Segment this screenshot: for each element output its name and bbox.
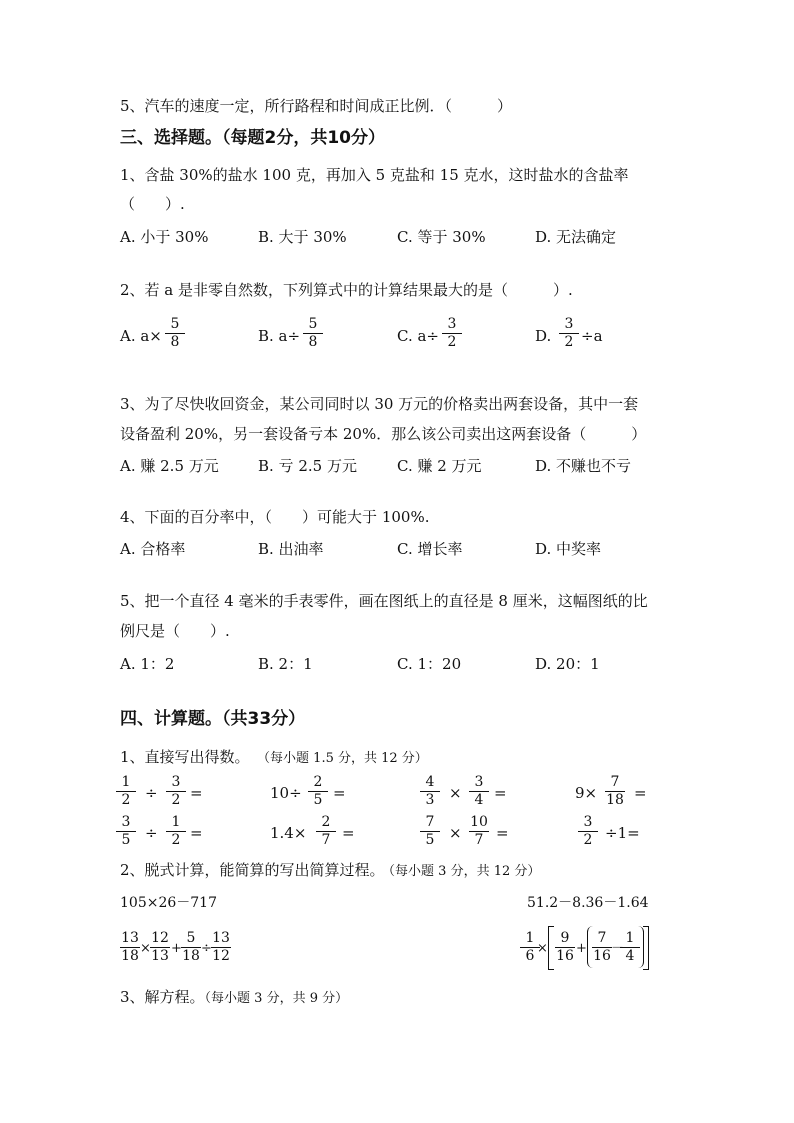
equals-sign: = (190, 784, 203, 802)
numerator: 5 (181, 930, 201, 948)
calc-3-title (120, 987, 348, 1009)
numerator: 1 (116, 774, 136, 792)
q1-option-a: A. 小于 30% (120, 228, 209, 246)
fraction (469, 814, 489, 849)
calc-1-title-text: 1、直接写出得数。 (120, 748, 250, 766)
numerator: 3 (469, 774, 489, 792)
numerator: 7 (605, 774, 625, 792)
q2-option-d-prefix: D. (535, 327, 552, 345)
fraction (469, 774, 489, 809)
expression-prefix: 9× (575, 784, 598, 802)
numerator: 2 (316, 814, 336, 832)
denominator: 5 (121, 832, 131, 848)
q3-option-b: B. 亏 2.5 万元 (258, 457, 357, 475)
left-bracket (548, 926, 554, 970)
q5-option-c: C. 1：20 (397, 655, 462, 673)
denominator: 6 (525, 948, 535, 964)
denominator: 2 (171, 832, 181, 848)
divide-sign: ÷ (145, 824, 158, 842)
section-4-title: 四、计算题。（共33分） (120, 709, 306, 729)
multiply-sign: × (449, 784, 462, 802)
denominator: 12 (212, 948, 230, 964)
numerator: 1 (166, 814, 186, 832)
fraction (420, 814, 440, 849)
choice-question-5-line-2: 例尺是（ ）. (120, 622, 230, 640)
true-false-question-5: 5、汽车的速度一定，所行路程和时间成正比例．（ ） (120, 97, 513, 115)
denominator: 8 (308, 334, 318, 350)
numerator: 3 (578, 814, 598, 832)
q2-option-d-suffix: ÷a (581, 327, 603, 345)
denominator: 7 (474, 832, 484, 848)
numerator: 12 (151, 930, 169, 946)
fraction (120, 930, 140, 965)
choice-question-3-line-1: 3、为了尽快收回资金，某公司同时以 30 万元的价格卖出两套设备，其中一套 (120, 395, 639, 413)
fraction (165, 316, 185, 351)
denominator: 5 (313, 792, 323, 808)
q4-option-c: C. 增长率 (397, 540, 463, 558)
choice-question-5-line-1: 5、把一个直径 4 毫米的手表零件，画在图纸上的直径是 8 厘米，这幅图纸的比 (120, 592, 648, 610)
equals-sign: = (342, 824, 355, 842)
fraction (150, 930, 170, 965)
expression-prefix: 1.4× (270, 824, 307, 842)
choice-question-2: 2、若 a 是非零自然数，下列算式中的计算结果最大的是（ ）. (120, 281, 573, 299)
calc-1-score-note: （每小题 1.5 分，共 12 分） (263, 751, 428, 766)
numerator: 1 (620, 930, 640, 948)
numerator: 7 (592, 930, 612, 948)
denominator: 16 (593, 948, 611, 964)
expression-prefix: 10÷ (270, 784, 302, 802)
calc-1-title (120, 747, 428, 769)
equals-sign: = (496, 824, 509, 842)
numerator: 13 (212, 930, 230, 946)
denominator: 3 (425, 792, 435, 808)
expression-1: 105×26－717 (120, 895, 217, 911)
fraction (211, 930, 231, 965)
right-bracket (643, 926, 649, 970)
q1-option-d: D. 无法确定 (535, 228, 617, 246)
numerator: 3 (166, 774, 186, 792)
q4-option-d: D. 中奖率 (535, 540, 602, 558)
fraction (316, 814, 336, 849)
calc-3-title-text: 3、解方程。 (120, 988, 205, 1006)
q5-option-a: A. 1：2 (120, 655, 175, 673)
q1-option-c: C. 等于 30% (397, 228, 486, 246)
numerator: 5 (165, 316, 185, 334)
fraction (116, 814, 136, 849)
choice-question-4: 4、下面的百分率中，（ ）可能大于 100%. (120, 508, 430, 526)
multiply-sign: × (449, 824, 462, 842)
calc-2-score-note: （每小题 3 分，共 12 分） (388, 864, 541, 879)
numerator: 3 (116, 814, 136, 832)
q1-option-b: B. 大于 30% (258, 228, 347, 246)
denominator: 16 (556, 948, 574, 964)
numerator: 9 (555, 930, 575, 948)
denominator: 5 (425, 832, 435, 848)
denominator: 18 (182, 948, 200, 964)
q4-option-a: A. 合格率 (120, 540, 186, 558)
calc-2-title-text: 2、脱式计算，能简算的写出简算过程。 (120, 861, 385, 879)
q4-option-b: B. 出油率 (258, 540, 324, 558)
denominator: 8 (170, 334, 180, 350)
numerator: 3 (559, 316, 579, 334)
choice-question-1-line-2: （ ）. (120, 195, 185, 213)
choice-question-3-line-2: 设备盈利 20%，另一套设备亏本 20%．那么该公司卖出这两套设备（ ） (120, 425, 647, 443)
denominator: 2 (564, 334, 574, 350)
section-3-title: 三、选择题。（每题2分，共10分） (120, 128, 385, 148)
expression-2: 51.2－8.36－1.64 (527, 895, 649, 911)
fraction (578, 814, 598, 849)
fraction (592, 930, 612, 965)
divide-sign: ÷ (145, 784, 158, 802)
divide-sign: ÷ (201, 941, 212, 956)
denominator: 4 (474, 792, 484, 808)
denominator: 13 (151, 948, 169, 964)
denominator: 2 (171, 792, 181, 808)
q2-option-a-prefix: A. a× (120, 327, 162, 345)
fraction (555, 930, 575, 965)
denominator: 7 (321, 832, 331, 848)
q5-option-d: D. 20：1 (535, 655, 600, 673)
numerator: 3 (442, 316, 462, 334)
denominator: 18 (606, 792, 624, 808)
denominator: 18 (121, 948, 139, 964)
equals-sign: = (634, 784, 647, 802)
choice-question-1-line-1: 1、含盐 30%的盐水 100 克，再加入 5 克盐和 15 克水，这时盐水的含盐率 (120, 166, 629, 184)
numerator: 2 (308, 774, 328, 792)
fraction (166, 814, 186, 849)
fraction (181, 930, 201, 965)
fraction (166, 774, 186, 809)
fraction (442, 316, 462, 351)
calc-2-title (120, 860, 540, 882)
calc-3-score-note: （每小题 3 分，共 9 分） (204, 991, 349, 1006)
q3-option-a: A. 赚 2.5 万元 (120, 457, 219, 475)
plus-sign: + (171, 941, 182, 956)
fraction (308, 774, 328, 809)
numerator: 13 (121, 930, 139, 946)
numerator: 4 (420, 774, 440, 792)
fraction (420, 774, 440, 809)
denominator: 2 (121, 792, 131, 808)
q2-option-c-prefix: C. a÷ (397, 327, 439, 345)
fraction (620, 930, 640, 965)
q3-option-d: D. 不赚也不亏 (535, 457, 632, 475)
denominator: 2 (583, 832, 593, 848)
numerator: 10 (470, 814, 488, 830)
multiply-sign: × (537, 941, 548, 956)
fraction (605, 774, 625, 809)
fraction (116, 774, 136, 809)
q2-option-b-prefix: B. a÷ (258, 327, 301, 345)
fraction (559, 316, 579, 351)
multiply-sign: × (140, 941, 151, 956)
expression-suffix: ÷1= (605, 824, 640, 842)
numerator: 5 (303, 316, 323, 334)
numerator: 1 (520, 930, 540, 948)
minus-sign: － (611, 941, 625, 956)
q5-option-b: B. 2：1 (258, 655, 313, 673)
equals-sign: = (190, 824, 203, 842)
denominator: 2 (447, 334, 457, 350)
equals-sign: = (333, 784, 346, 802)
q3-option-c: C. 赚 2 万元 (397, 457, 482, 475)
equals-sign: = (494, 784, 507, 802)
numerator: 7 (420, 814, 440, 832)
plus-sign: + (576, 941, 587, 956)
fraction (303, 316, 323, 351)
denominator: 4 (625, 948, 635, 964)
